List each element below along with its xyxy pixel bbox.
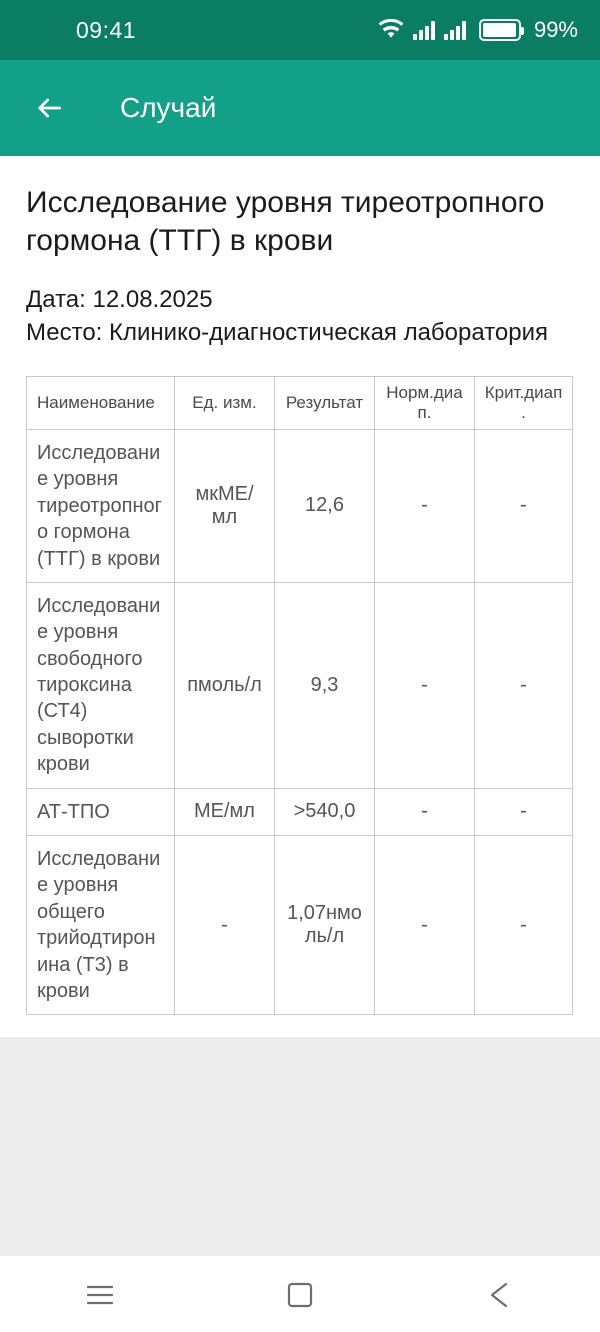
cell-crit: - [475,429,573,582]
cell-result: 9,3 [275,582,375,788]
home-square-icon [286,1281,314,1309]
document-title: Исследование уровня тиреотропного гормона (ТТГ) в крови [26,186,545,258]
cell-name: Исследование уровня общего трийодтиронина (Т3) в крови [27,836,175,1015]
cell-name: Исследование уровня тиреотропного гормона (ТТГ) в крови [27,429,175,582]
column-header-norm: Норм.диап. [375,376,475,429]
status-icons [378,17,578,43]
column-header-name: Наименование [27,376,175,429]
battery-icon [479,19,521,41]
cell-norm: - [375,788,475,835]
column-header-crit: Крит.диап. [475,376,573,429]
cell-unit: - [175,836,275,1015]
back-nav-button[interactable] [455,1265,545,1325]
cell-crit: - [475,582,573,788]
table-row [27,788,573,835]
empty-area [0,1037,600,1256]
cell-norm: - [375,836,475,1015]
signal-icon [413,20,435,40]
table-row [27,836,573,1015]
cell-unit: пмоль/л [175,582,275,788]
cell-result: 12,6 [275,429,375,582]
cell-name: Исследование уровня свободного тироксина (СТ4) сыворотки крови [27,582,175,788]
case-document [0,156,600,1015]
document-date: Дата: 12.08.2025 [26,285,213,313]
arrow-left-icon [33,92,65,124]
signal-icon [444,20,466,40]
recents-button[interactable] [55,1265,145,1325]
back-button[interactable] [26,85,72,131]
cell-crit: - [475,836,573,1015]
cell-unit: мкМЕ/мл [175,429,275,582]
status-bar [0,0,600,60]
wifi-icon [378,19,404,41]
document-meta [26,283,574,350]
table-row [27,582,573,788]
page-title: Случай [120,92,217,123]
document-place: Место: Клинико-диагностическая лаборатория [26,319,549,347]
cell-unit: МЕ/мл [175,788,275,835]
system-navigation-bar [0,1256,600,1332]
cell-result: >540,0 [275,788,375,835]
back-triangle-icon [487,1281,513,1309]
cell-name: АТ-ТПО [27,788,175,835]
home-button[interactable] [255,1265,345,1325]
cell-crit: - [475,788,573,835]
status-time: 09:41 [76,16,137,43]
cell-norm: - [375,582,475,788]
cell-norm: - [375,429,475,582]
column-header-unit: Ед. изм. [175,376,275,429]
column-header-result: Результат [275,376,375,429]
app-bar [0,60,600,156]
content-area [0,156,600,1256]
battery-percent: 99% [533,17,578,42]
lab-results-table [26,376,573,1015]
table-header-row [27,376,573,429]
cell-result: 1,07нмоль/л [275,836,375,1015]
table-row [27,429,573,582]
menu-icon [85,1283,115,1307]
